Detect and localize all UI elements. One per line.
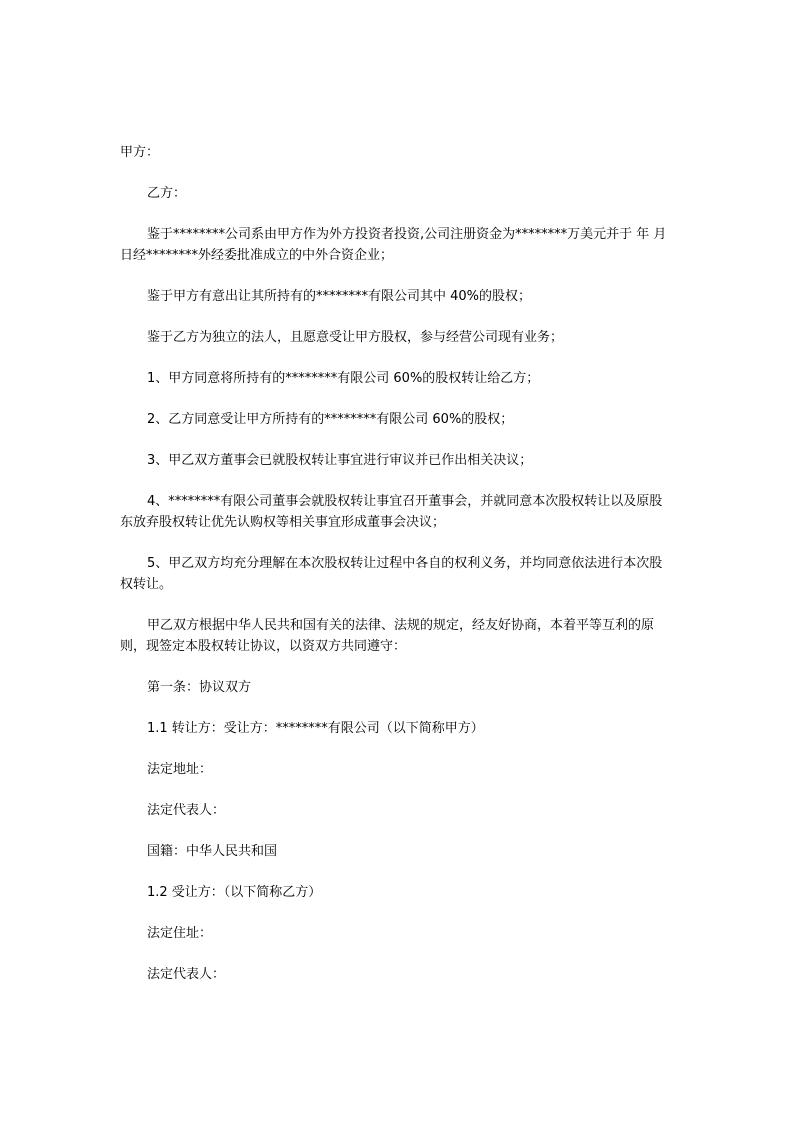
numbered-item-2: 2、乙方同意受让甲方所持有的********有限公司 60%的股权； bbox=[147, 412, 514, 427]
numbered-item-3: 3、甲乙双方董事会已就股权转让事宜进行审议并已作出相关决议； bbox=[147, 453, 533, 468]
clause-1-2: 1.2 受让方：（以下简称乙方） bbox=[147, 885, 322, 900]
whereas-clause-2: 鉴于甲方有意出让其所持有的********有限公司其中 40%的股权； bbox=[147, 289, 532, 304]
clause-1-1: 1.1 转让方：受让方：********有限公司（以下简称甲方） bbox=[147, 721, 484, 736]
legal-representative-b-field: 法定代表人： bbox=[147, 967, 226, 982]
party-b-line: 乙方： bbox=[147, 186, 187, 201]
document-body bbox=[120, 142, 673, 1005]
legal-residence-field: 法定住址： bbox=[147, 926, 213, 941]
numbered-item-4: 4、********有限公司董事会就股权转让事宜召开董事会，并就同意本次股权转让以及原股东放弃股权转让优先认购权等相关事宜形成董事会决议； bbox=[120, 494, 663, 530]
numbered-item-5: 5、甲乙双方均充分理解在本次股权转让过程中各自的权利义务，并均同意依法进行本次股权转让。 bbox=[120, 556, 663, 592]
whereas-clause-1: 鉴于********公司系由甲方作为外方投资者投资,公司注册资金为********万美元并于 年 月 日经********外经委批准成立的中外合资企业； bbox=[120, 227, 667, 263]
article-1-heading: 第一条：协议双方 bbox=[147, 680, 252, 695]
nationality-field: 国籍：中华人民共和国 bbox=[147, 844, 278, 859]
legal-address-field: 法定地址： bbox=[147, 762, 213, 777]
legal-representative-a-field: 法定代表人： bbox=[147, 803, 226, 818]
party-a-line: 甲方： bbox=[120, 145, 160, 160]
whereas-clause-3: 鉴于乙方为独立的法人，且愿意受让甲方股权，参与经营公司现有业务； bbox=[147, 330, 564, 345]
numbered-item-1: 1、甲方同意将所持有的********有限公司 60%的股权转让给乙方； bbox=[147, 371, 540, 386]
agreement-preamble: 甲乙双方根据中华人民共和国有关的法律、法规的规定，经友好协商，本着平等互利的原则，现签定本股权转让协议，以资双方共同遵守： bbox=[120, 618, 655, 654]
